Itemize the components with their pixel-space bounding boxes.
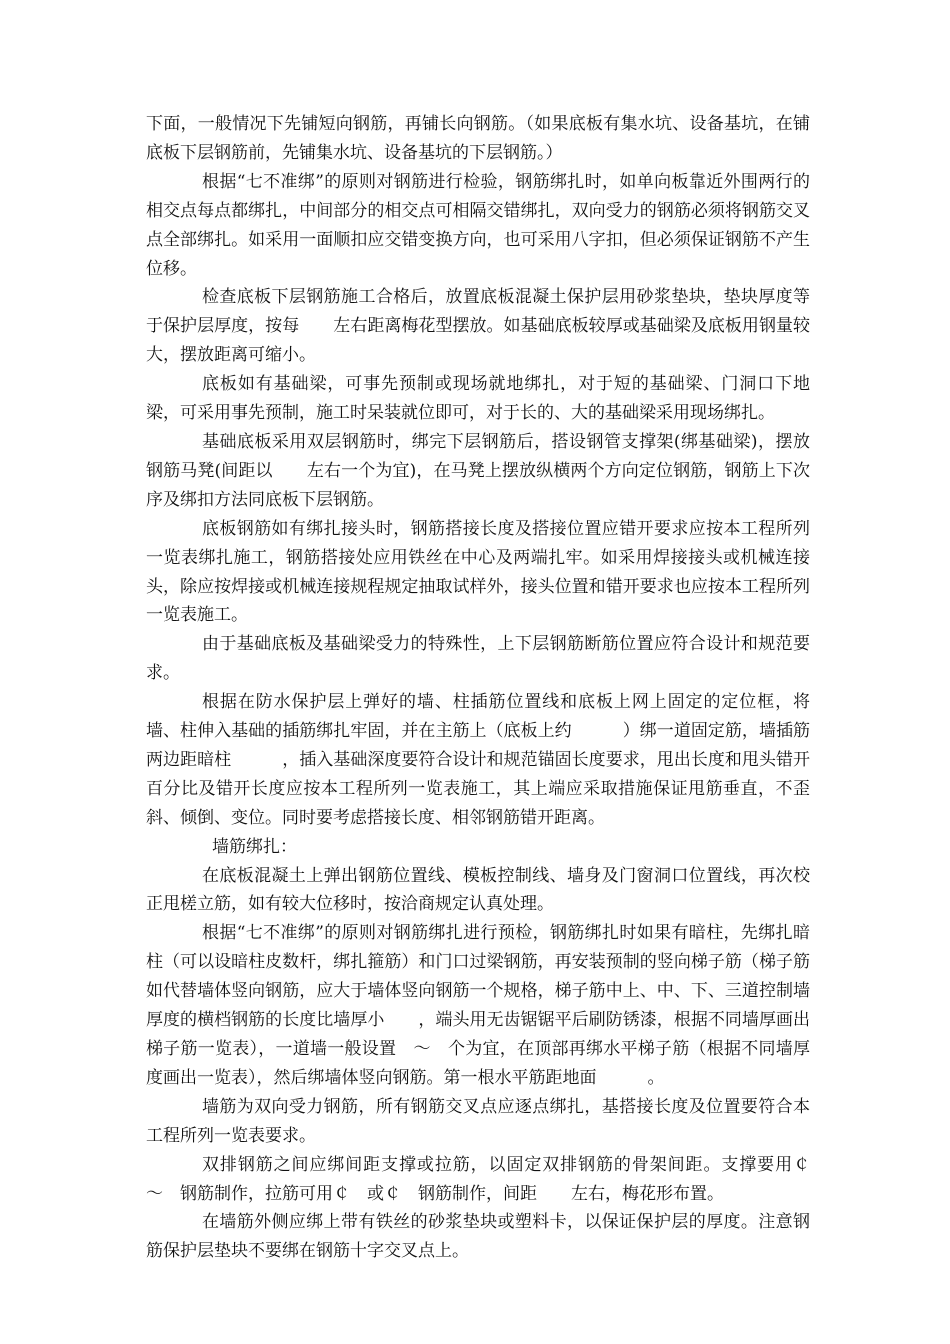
paragraph: 在墙筋外侧应绑上带有铁丝的砂浆垫块或塑料卡，以保证保护层的厚度。注意钢筋保护层垫块不要绑在钢筋十字交叉点上。 xyxy=(146,1212,810,1262)
paragraph: 底板如有基础梁，可事先预制或现场就地绑扎，对于短的基础梁、门洞口下地梁，可采用事先预制，施工时呆装就位即可，对于长的、大的基础梁采用现场绑扎。 xyxy=(146,374,810,424)
document-body xyxy=(146,110,827,1266)
paragraph: 根据“七不准绑”的原则对钢筋绑扎进行预检，钢筋绑扎时如果有暗柱，先绑扎暗柱（可以设暗柱皮数杆，绑扎箍筋）和门口过梁钢筋，再安装预制的竖向梯子筋（梯子筋如代替墙体竖向钢筋，应大于墙体竖向钢筋一个规格，梯子筋中上、中、下、三道控制墙厚度的横档钢筋的长度比墙厚小 ，端头用无齿锯锯平后刷防锈漆，根据不同墙厚画出梯子筋一览表），一道墙一般设置 ～ 个为宜，在顶部再绑水平梯子筋（根据不同墙厚度画出一览表），然后绑墙体竖向钢筋。第一根水平筋距地面 。 xyxy=(146,923,810,1088)
paragraph: 检查底板下层钢筋施工合格后，放置底板混凝土保护层用砂浆垫块，垫块厚度等于保护层厚度，按每 左右距离梅花型摆放。如基础底板较厚或基础梁及底板用钢量较大，摆放距离可缩小。 xyxy=(146,287,810,366)
paragraph: 根据“七不准绑”的原则对钢筋进行检验，钢筋绑扎时，如单向板靠近外围两行的相交点每点都绑扎，中间部分的相交点可相隔交错绑扎，双向受力的钢筋必须将钢筋交叉点全部绑扎。如采用一面顺扣应交错变换方向，也可采用八字扣，但必须保证钢筋不产生位移。 xyxy=(146,171,810,279)
paragraph: 由于基础底板及基础梁受力的特殊性，上下层钢筋断筋位置应符合设计和规范要求。 xyxy=(146,634,810,684)
paragraph-continued: 下面，一般情况下先铺短向钢筋，再铺长向钢筋。（如果底板有集水坑、设备基坑，在铺底板下层钢筋前，先铺集水坑、设备基坑的下层钢筋。） xyxy=(146,114,810,163)
paragraph: 在底板混凝土上弹出钢筋位置线、模板控制线、墙身及门窗洞口位置线，再次校正甩槎立筋，如有较大位移时，按洽商规定认真处理。 xyxy=(146,865,810,915)
paragraph: 基础底板采用双层钢筋时，绑完下层钢筋后，搭设钢管支撑架(绑基础梁)，摆放钢筋马凳(间距以 左右一个为宜)，在马凳上摆放纵横两个方向定位钢筋，钢筋上下次序及绑扣方法同底板下层钢筋。 xyxy=(146,431,810,510)
paragraph: 根据在防水保护层上弹好的墙、柱插筋位置线和底板上网上固定的定位框，将墙、柱伸入基础的插筋绑扎牢固，并在主筋上（底板上约 ）绑一道固定筋，墙插筋两边距暗柱 ，插入基础深度要符合设计和规范锚固长度要求，甩出长度和甩头错开百分比及错开长度应按本工程所列一览表施工，其上端应采取措施保证甩筋垂直，不歪斜、倾倒、变位。同时要考虑搭接长度、相邻钢筋错开距离。 xyxy=(146,692,810,828)
paragraph: 双排钢筋之间应绑间距支撑或拉筋，以固定双排钢筋的骨架间距。支撑要用￠ ～ 钢筋制作，拉筋可用￠ 或￠ 钢筋制作，间距 左右，梅花形布置。 xyxy=(146,1154,827,1204)
section-heading: 墙筋绑扎： xyxy=(212,836,297,857)
paragraph: 墙筋为双向受力钢筋，所有钢筋交叉点应逐点绑扎，基搭接长度及位置要符合本工程所列一览表要求。 xyxy=(146,1096,810,1146)
paragraph: 底板钢筋如有绑扎接头时，钢筋搭接长度及搭接位置应错开要求应按本工程所列一览表绑扎施工，钢筋搭接处应用铁丝在中心及两端扎牢。如采用焊接接头或机械连接头，除应按焊接或机械连接规程规定抽取试样外，接头位置和错开要求也应按本工程所列一览表施工。 xyxy=(146,518,810,626)
